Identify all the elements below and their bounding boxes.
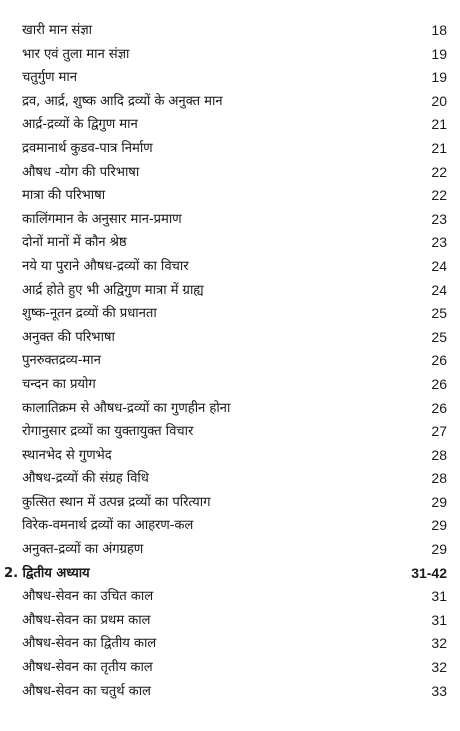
toc-entry bbox=[0, 420, 460, 444]
toc-entry-page: 26 bbox=[431, 399, 447, 416]
toc-entry-title: द्रवमानार्थ कुडव-पात्र निर्माण bbox=[22, 140, 153, 156]
toc-entry-page: 23 bbox=[431, 234, 447, 251]
toc-chapter-heading bbox=[0, 562, 460, 586]
toc-entry-title: द्रव, आर्द्र, शुष्क आदि द्रव्यों के अनुक्त मान bbox=[22, 93, 223, 109]
toc-entry bbox=[0, 113, 460, 137]
toc-entry-title: चतुर्गुण मान bbox=[22, 70, 77, 86]
toc-entry-page: 32 bbox=[431, 659, 447, 676]
toc-entry-title: औषध-सेवन का प्रथम काल bbox=[22, 612, 151, 628]
toc-entry bbox=[0, 326, 460, 350]
toc-entry-page: 23 bbox=[431, 210, 447, 227]
toc-entry bbox=[0, 656, 460, 680]
toc-entry-page: 20 bbox=[431, 92, 447, 109]
toc-entry bbox=[0, 467, 460, 491]
toc-entry bbox=[0, 632, 460, 656]
toc-entry-title: आर्द्र होते हुए भी अद्विगुण मात्रा में ग्राह्य bbox=[22, 282, 204, 298]
toc-entry bbox=[0, 680, 460, 704]
toc-entry bbox=[0, 279, 460, 303]
toc-entry-page: 29 bbox=[431, 517, 447, 534]
toc-entry-title: नये या पुराने औषध-द्रव्यों का विचार bbox=[22, 258, 189, 274]
toc-entry bbox=[0, 208, 460, 232]
toc-entry-title: मात्रा की परिभाषा bbox=[22, 188, 106, 204]
toc-entry bbox=[0, 444, 460, 468]
toc-entry-page: 31 bbox=[431, 588, 447, 605]
toc-entry-page: 33 bbox=[431, 682, 447, 699]
toc-entry-page: 22 bbox=[431, 187, 447, 204]
toc-entry-title: अनुक्त की परिभाषा bbox=[22, 329, 115, 345]
toc-entry bbox=[0, 184, 460, 208]
table-of-contents bbox=[0, 19, 460, 703]
toc-entry-page: 18 bbox=[431, 22, 447, 38]
toc-entry-page: 26 bbox=[431, 375, 447, 392]
toc-entry-page: 24 bbox=[431, 281, 447, 298]
toc-entry bbox=[0, 373, 460, 397]
toc-entry-title: कालातिक्रम से औषध-द्रव्यों का गुणहीन होना bbox=[22, 400, 231, 416]
toc-entry bbox=[0, 349, 460, 373]
toc-entry-title: औषध-सेवन का उचित काल bbox=[22, 589, 154, 605]
toc-entry-title: पुनरुक्तद्रव्य-मान bbox=[22, 353, 101, 369]
toc-entry bbox=[0, 609, 460, 633]
toc-chapter-title: 2. द्वितीय अध्याय bbox=[4, 565, 90, 581]
toc-entry bbox=[0, 43, 460, 67]
toc-entry-page: 25 bbox=[431, 305, 447, 322]
toc-entry-page: 21 bbox=[431, 116, 447, 133]
toc-entry-title: स्थानभेद से गुणभेद bbox=[22, 447, 112, 463]
toc-entry-title: औषध-सेवन का तृतीय काल bbox=[22, 660, 153, 676]
toc-entry bbox=[0, 255, 460, 279]
toc-entry-title: खारी मान संज्ञा bbox=[22, 23, 92, 38]
toc-entry-title: शुष्क-नूतन द्रव्यों की प्रधानता bbox=[22, 306, 157, 322]
toc-entry-title: भार एवं तुला मान संज्ञा bbox=[22, 46, 130, 62]
toc-entry-title: औषध-द्रव्यों की संग्रह विधि bbox=[22, 471, 149, 487]
toc-entry-page: 28 bbox=[431, 446, 447, 463]
toc-entry-page: 29 bbox=[431, 541, 447, 558]
toc-entry-page: 24 bbox=[431, 257, 447, 274]
toc-entry-title: औषध -योग की परिभाषा bbox=[22, 164, 140, 180]
toc-entry-title: विरेक-वमनार्थ द्रव्यों का आहरण-कल bbox=[22, 518, 194, 534]
toc-entry-page: 27 bbox=[431, 423, 447, 440]
toc-entry-page: 29 bbox=[431, 493, 447, 510]
toc-entry-title: रोगानुसार द्रव्यों का युक्तायुक्त विचार bbox=[22, 424, 194, 440]
toc-entry-page: 28 bbox=[431, 470, 447, 487]
toc-entry bbox=[0, 491, 460, 515]
toc-entry-page: 22 bbox=[431, 163, 447, 180]
toc-entry bbox=[0, 538, 460, 562]
toc-entry bbox=[0, 19, 460, 43]
toc-entry-title: औषध-सेवन का द्वितीय काल bbox=[22, 636, 157, 652]
toc-entry-page: 25 bbox=[431, 328, 447, 345]
toc-chapter-page-range: 31-42 bbox=[411, 564, 447, 581]
toc-entry bbox=[0, 231, 460, 255]
toc-entry bbox=[0, 585, 460, 609]
toc-entry-page: 19 bbox=[431, 45, 447, 62]
toc-entry-title: कुत्सित स्थान में उत्पन्न द्रव्यों का परित्याग bbox=[22, 494, 211, 510]
toc-entry-page: 26 bbox=[431, 352, 447, 369]
toc-entry bbox=[0, 90, 460, 114]
toc-entry-title: कालिंगमान के अनुसार मान-प्रमाण bbox=[22, 211, 182, 227]
toc-entry bbox=[0, 302, 460, 326]
toc-entry-title: अनुक्त-द्रव्यों का अंगग्रहण bbox=[22, 542, 144, 558]
toc-entry-page: 21 bbox=[431, 139, 447, 156]
toc-entry bbox=[0, 66, 460, 90]
toc-entry bbox=[0, 137, 460, 161]
toc-entry bbox=[0, 397, 460, 421]
toc-entry-title: दोनों मानों में कौन श्रेष्ठ bbox=[22, 235, 127, 251]
toc-entry-title: औषध-सेवन का चतुर्थ काल bbox=[22, 683, 151, 699]
toc-entry bbox=[0, 514, 460, 538]
toc-entry-title: चन्दन का प्रयोग bbox=[22, 376, 96, 392]
toc-entry bbox=[0, 161, 460, 185]
toc-entry-title: आर्द्र-द्रव्यों के द्विगुण मान bbox=[22, 117, 138, 133]
toc-entry-page: 19 bbox=[431, 69, 447, 86]
toc-entry-page: 31 bbox=[431, 611, 447, 628]
toc-entry-page: 32 bbox=[431, 635, 447, 652]
